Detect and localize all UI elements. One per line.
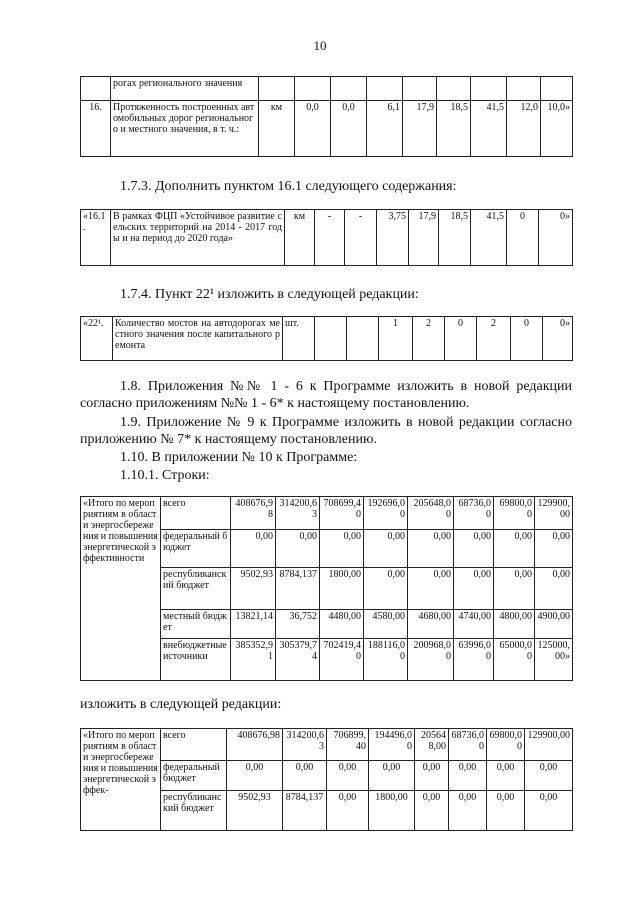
table-title-cell: «Итого по мероприятиям в области энергосбережения и повышения энергетической эффективности	[81, 497, 161, 681]
value-cell: 0,00	[415, 761, 449, 791]
indicator-table-16	[80, 76, 573, 157]
paragraph-1-10: 1.10. В приложении № 10 к Программе:	[120, 450, 358, 465]
row-number: «22¹.	[81, 317, 113, 361]
value-cell: 0	[507, 210, 539, 266]
value-cell: 205648,00	[408, 497, 454, 530]
row-label: местный бюджет	[161, 610, 231, 639]
row-number: «16.1 .	[81, 210, 111, 266]
value-cell: 0,00	[454, 530, 494, 568]
value-cell: 0,00	[454, 568, 494, 610]
row-name: В рамках ФЦП «Устойчивое развитие сельских территорий на 2014 - 2017 годы и на период до 2020 года»	[111, 210, 285, 266]
value-cell: 3,75	[377, 210, 409, 266]
value-cell: 0,00	[449, 791, 487, 831]
value-cell: 702419,40	[320, 639, 364, 681]
value-cell: 17,9	[409, 210, 439, 266]
value-cell: 408676,98	[227, 729, 283, 761]
value-cell: 69800,00	[494, 497, 535, 530]
value-cell: 0,00	[449, 761, 487, 791]
row-unit: шт.	[283, 317, 315, 361]
row-unit: км	[285, 210, 315, 266]
value-cell: 0,00	[535, 530, 573, 568]
table-title-cell: «Итого по мероприятиям в области энергосбережения и повышения энергетической эффек-	[81, 729, 161, 831]
row-name: Количество мостов на автодорогах местного значения после капитального ремонта	[113, 317, 283, 361]
value-cell: 0,00	[227, 761, 283, 791]
value-cell: 200968,00	[408, 639, 454, 681]
value-cell: 1800,00	[320, 568, 364, 610]
value-cell: -	[345, 210, 377, 266]
value-cell: -	[315, 210, 345, 266]
value-cell: 194496,00	[369, 729, 415, 761]
value-cell: 41,5	[471, 210, 507, 266]
paragraph-1-8: 1.8. Приложения №№ 1 - 6 к Программе изложить в новой редакции согласно приложениям №№ 1 - 6* к настоящему постановлению.	[80, 379, 572, 411]
value-cell: 0,00	[408, 530, 454, 568]
value-cell: 68736,00	[454, 497, 494, 530]
value-cell: 192696,00	[364, 497, 408, 530]
value-cell: 0,00	[415, 791, 449, 831]
value-cell: 65000,00	[494, 639, 535, 681]
indicator-table-22-1	[80, 316, 573, 361]
value-cell: 305379,74	[276, 639, 320, 681]
value-cell: 129900,00	[525, 729, 573, 761]
value-cell: 2	[413, 317, 445, 361]
paragraph-1-9: 1.9. Приложение № 9 к Программе изложить в новой редакции согласно приложению № 7* к настоящему постановлению.	[80, 415, 572, 447]
row-label: всего	[161, 497, 231, 530]
row-label: федеральный бюджет	[161, 530, 231, 568]
value-cell: 129900,00	[535, 497, 573, 530]
value-cell: 8784,137	[276, 568, 320, 610]
value-cell: 68736,00	[449, 729, 487, 761]
value-cell: 0,00	[535, 568, 573, 610]
value-cell: 12,0	[507, 101, 541, 157]
page-number: 10	[313, 38, 327, 53]
value-cell: 0,00	[369, 761, 415, 791]
section-1-7-4: 1.7.4. Пункт 22¹ изложить в следующей редакции:	[120, 287, 419, 302]
value-cell: 205648,00	[415, 729, 449, 761]
value-cell: 706899,40	[327, 729, 369, 761]
value-cell: 0	[445, 317, 477, 361]
row-name: Протяженность построенных автомобильных дорог регионального и местного значения, в т. ч.:	[111, 101, 259, 157]
value-cell: 0,00	[327, 761, 369, 791]
value-cell: 0,00	[408, 568, 454, 610]
paragraph-1-10-1: 1.10.1. Строки:	[120, 468, 210, 483]
value-cell: 4580,00	[364, 610, 408, 639]
value-cell: 13821,14	[231, 610, 276, 639]
row-label: федеральный бюджет	[161, 761, 227, 791]
row-continuation-text: рогах регионального значения	[111, 77, 259, 101]
value-cell: 4480,00	[320, 610, 364, 639]
value-cell: 0,00	[364, 530, 408, 568]
value-cell: 0,00	[487, 761, 525, 791]
value-cell: 0»	[543, 317, 573, 361]
value-cell: 708699,40	[320, 497, 364, 530]
value-cell: 18,5	[439, 210, 471, 266]
value-cell: 0,0	[331, 101, 367, 157]
value-cell: 0	[511, 317, 543, 361]
energy-saving-table-new	[80, 728, 573, 831]
value-cell	[347, 317, 379, 361]
value-cell: 385352,91	[231, 639, 276, 681]
value-cell: 0,00	[283, 761, 327, 791]
value-cell: 10,0»	[541, 101, 573, 157]
paragraph-replace: изложить в следующей редакции:	[80, 697, 282, 712]
value-cell: 4900,00	[535, 610, 573, 639]
value-cell	[315, 317, 347, 361]
value-cell: 9502,93	[227, 791, 283, 831]
value-cell: 0,00	[231, 530, 276, 568]
row-label: республиканский бюджет	[161, 791, 227, 831]
value-cell: 4800,00	[494, 610, 535, 639]
value-cell: 17,9	[403, 101, 437, 157]
value-cell: 1	[379, 317, 413, 361]
value-cell: 0,00	[487, 791, 525, 831]
value-cell: 0,00	[327, 791, 369, 831]
section-1-7-3: 1.7.3. Дополнить пунктом 16.1 следующего содержания:	[120, 179, 457, 194]
cell-empty	[81, 77, 111, 101]
value-cell: 9502,93	[231, 568, 276, 610]
value-cell: 4740,00	[454, 610, 494, 639]
value-cell: 63996,00	[454, 639, 494, 681]
value-cell: 408676,98	[231, 497, 276, 530]
value-cell: 2	[477, 317, 511, 361]
row-label: внебюджетные источники	[161, 639, 231, 681]
value-cell: 0,00	[494, 568, 535, 610]
energy-saving-table-old	[80, 496, 573, 681]
value-cell: 4680,00	[408, 610, 454, 639]
row-number: 16.	[81, 101, 111, 157]
value-cell: 36,752	[276, 610, 320, 639]
value-cell: 0,00	[320, 530, 364, 568]
row-label: республиканский бюджет	[161, 568, 231, 610]
value-cell: 0,0	[295, 101, 331, 157]
value-cell: 0,00	[525, 761, 573, 791]
value-cell: 0,00	[364, 568, 408, 610]
row-unit: км	[259, 101, 295, 157]
value-cell: 0,00	[276, 530, 320, 568]
value-cell: 0»	[539, 210, 573, 266]
row-label: всего	[161, 729, 227, 761]
value-cell: 1800,00	[369, 791, 415, 831]
value-cell: 41,5	[471, 101, 507, 157]
value-cell: 314200,63	[276, 497, 320, 530]
value-cell: 125000,00»	[535, 639, 573, 681]
value-cell: 314200,63	[283, 729, 327, 761]
value-cell: 69800,00	[487, 729, 525, 761]
value-cell: 18,5	[437, 101, 471, 157]
value-cell: 0,00	[525, 791, 573, 831]
value-cell: 8784,137	[283, 791, 327, 831]
value-cell: 188116,00	[364, 639, 408, 681]
indicator-table-16-1	[80, 209, 573, 266]
value-cell: 0,00	[494, 530, 535, 568]
value-cell: 6,1	[367, 101, 403, 157]
